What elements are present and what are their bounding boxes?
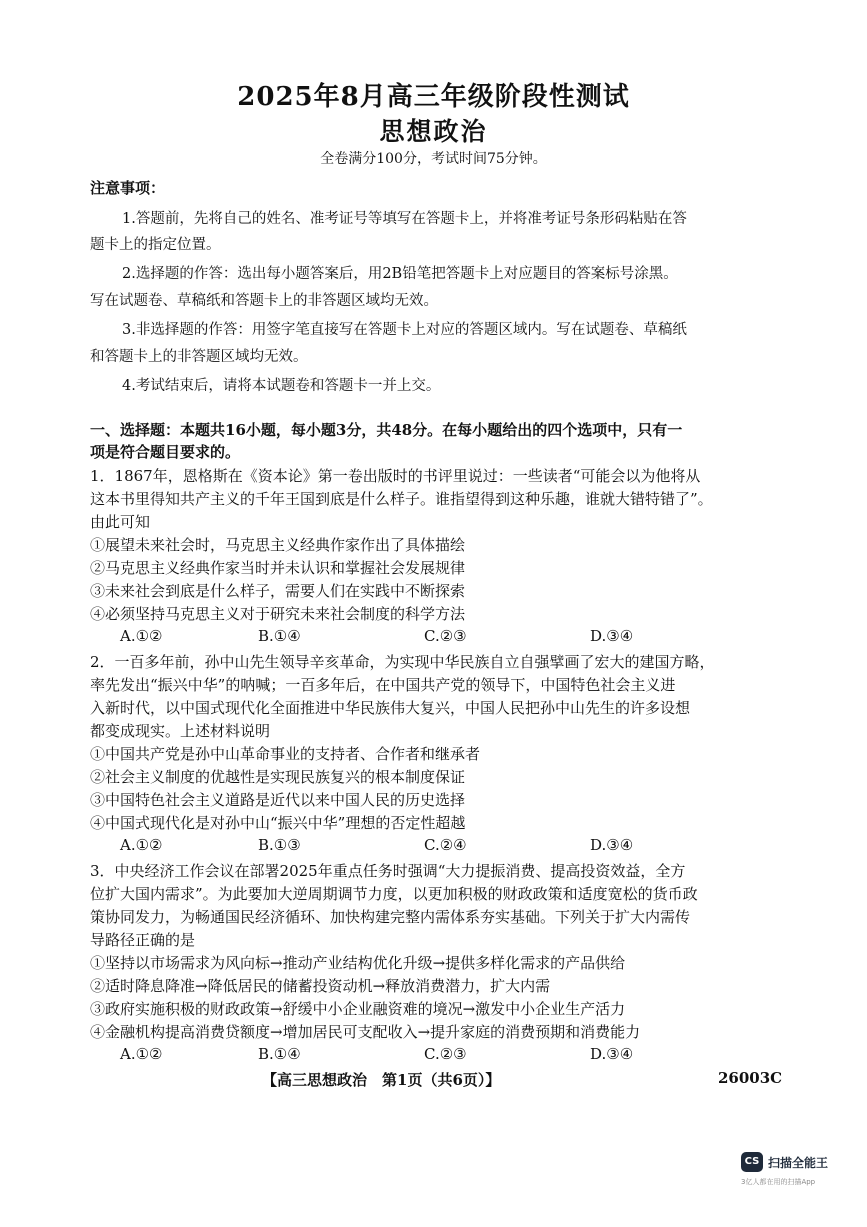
- question-3-item: ①坚持以市场需求为风向标→推动产业结构优化升级→提供多样化需求的产品供给: [90, 954, 626, 972]
- question-3-choice-c: C.②③: [424, 1045, 467, 1063]
- page-footer: 【高三思想政治 第1页（共6页）】: [262, 1071, 501, 1089]
- note-line: 2.选择题的作答：选出每小题答案后，用2B铅笔把答题卡上对应题目的答案标号涂黑。: [122, 266, 678, 282]
- question-2-stem: 率先发出“振兴中华”的呐喊；一百多年后，在中国共产党的领导下，中国特色社会主义进: [90, 676, 676, 694]
- question-3-choice-b: B.①④: [258, 1045, 301, 1063]
- question-2-choice-b: B.①③: [258, 836, 301, 854]
- question-1-stem: 1．1867年，恩格斯在《资本论》第一卷出版时的书评里说过：一些读者“可能会以为他将从: [90, 467, 701, 485]
- question-2-choice-a: A.①②: [120, 836, 163, 854]
- notes-heading: 注意事项：: [90, 179, 166, 197]
- question-1-choice-a: A.①②: [120, 627, 163, 645]
- subject-title: 思想政治: [379, 117, 488, 146]
- watermark-tagline: 3亿人都在用的扫描App: [741, 1178, 816, 1186]
- question-2-choice-d: D.③④: [590, 836, 634, 854]
- note-line: 3.非选择题的作答：用签字笔直接写在答题卡上对应的答题区域内。写在试题卷、草稿纸: [122, 322, 687, 338]
- question-3-stem: 位扩大国内需求”。为此要加大逆周期调节力度，以更加积极的财政政策和适度宽松的货币政: [90, 885, 698, 903]
- question-2-item: ④中国式现代化是对孙中山“振兴中华”理想的否定性超越: [90, 814, 466, 832]
- question-2-stem: 都变成现实。上述材料说明: [90, 722, 271, 740]
- note-line: 和答题卡上的非答题区域均无效。: [90, 349, 308, 365]
- question-3-item: ④金融机构提高消费贷额度→增加居民可支配收入→提升家庭的消费预期和消费能力: [90, 1023, 641, 1041]
- exam-info: 全卷满分100分，考试时间75分钟。: [320, 151, 547, 167]
- question-2-stem: 2．一百多年前，孙中山先生领导辛亥革命，为实现中华民族自立自强擘画了宏大的建国方略，: [90, 653, 715, 671]
- question-1-choice-d: D.③④: [590, 627, 634, 645]
- note-line: 4.考试结束后，请将本试题卷和答题卡一并上交。: [122, 378, 441, 394]
- section-heading: 一、选择题：本题共16小题，每小题3分，共48分。在每小题给出的四个选项中，只有一: [90, 421, 683, 439]
- question-1-item: ④必须坚持马克思主义对于研究未来社会制度的科学方法: [90, 605, 466, 623]
- question-2-item: ②社会主义制度的优越性是实现民族复兴的根本制度保证: [90, 768, 466, 786]
- question-1-item: ②马克思主义经典作家当时并未认识和掌握社会发展规律: [90, 559, 466, 577]
- question-1-item: ③未来社会到底是什么样子，需要人们在实践中不断探索: [90, 582, 466, 600]
- section-heading-cont: 项是符合题目要求的。: [90, 443, 241, 461]
- question-3-item: ②适时降息降准→降低居民的储蓄投资动机→释放消费潜力，扩大内需: [90, 977, 551, 995]
- note-line: 1.答题前，先将自己的姓名、准考证号等填写在答题卡上，并将准考证号条形码粘贴在答: [122, 211, 687, 227]
- question-1-stem: 这本书里得知共产主义的千年王国到底是什么样子。谁指望得到这种乐趣，谁就大错特错了”。: [90, 490, 713, 508]
- question-3-stem: 导路径正确的是: [90, 931, 196, 949]
- note-line: 题卡上的指定位置。: [90, 237, 221, 253]
- exam-title: 2025年8月高三年级阶段性测试: [237, 82, 630, 112]
- exam-code: 26003C: [718, 1069, 783, 1087]
- question-3-item: ③政府实施积极的财政政策→舒缓中小企业融资难的境况→激发中小企业生产活力: [90, 1000, 626, 1018]
- question-2-item: ①中国共产党是孙中山革命事业的支持者、合作者和继承者: [90, 745, 481, 763]
- question-2-item: ③中国特色社会主义道路是近代以来中国人民的历史选择: [90, 791, 466, 809]
- question-1-choice-b: B.①④: [258, 627, 301, 645]
- question-2-stem: 入新时代，以中国式现代化全面推进中华民族伟大复兴，中国人民把孙中山先生的许多设想: [90, 699, 691, 717]
- question-3-choice-a: A.①②: [120, 1045, 163, 1063]
- question-3-stem: 3．中央经济工作会议在部署2025年重点任务时强调“大力提振消费、提高投资效益，全方: [90, 862, 686, 880]
- question-3-stem: 策协同发力，为畅通国民经济循环、加快构建完整内需体系夯实基础。下列关于扩大内需传: [90, 908, 691, 926]
- question-2-choice-c: C.②④: [424, 836, 467, 854]
- note-line: 写在试题卷、草稿纸和答题卡上的非答题区域均无效。: [90, 293, 438, 309]
- question-1-item: ①展望未来社会时，马克思主义经典作家作出了具体描绘: [90, 536, 466, 554]
- question-1-stem: 由此可知: [90, 513, 151, 531]
- question-3-choice-d: D.③④: [590, 1045, 634, 1063]
- watermark-name: 扫描全能王: [768, 1156, 829, 1170]
- camscanner-logo-icon: CS: [741, 1152, 763, 1172]
- question-1-choice-c: C.②③: [424, 627, 467, 645]
